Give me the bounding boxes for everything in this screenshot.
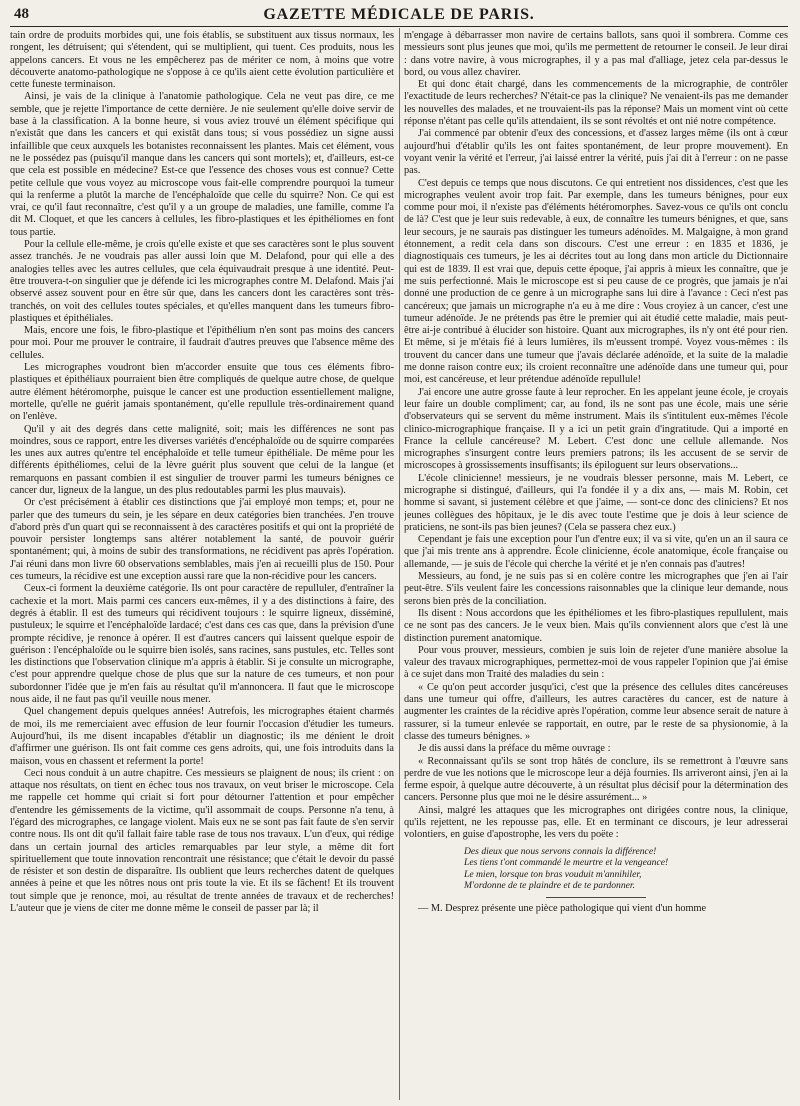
journal-title: GAZETTE MÉDICALE DE PARIS. [263,6,535,23]
paragraph: Pour la cellule elle-même, je crois qu'elle existe et que ses caractères sont le plus souvent assez tranchés. Je ne voudrais pas aller aussi loin que M. Delafond, pour qui elle a des analogies telles avec les autres cellules, que cela équivaudrait presque à une identité. Peut-être trouvera-t-on singulier que je défende ici les micrographes contre M. Delafond. Mais j'ai observé assez souvent pour en être sûr que, dans les cancers dont les caractères sont très-tranchés, on voit des cellules toutes spéciales, et qu'elles manquent dans les tumeurs fibro-plastiques et épithéliales. [10,239,394,324]
quotation: « Ce qu'on peut accorder jusqu'ici, c'est que la présence des cellules dites cancéreuses dans une tumeur qui offre, d'ailleurs, les autres caractères du cancer, est de nature à augmenter les craintes de la récidive après l'opération, comme leur absence serait de nature à rassurer, si la tumeur enlevée se rapportait, en outre, par le reste de sa physionomie, à la classe des tumeurs bénignes. » [404,681,788,742]
paragraph: Ainsi, je vais de la clinique à l'anatomie pathologique. Cela ne veut pas dire, ce me semble, que je rejette l'importance de cette dernière. Je nie seulement qu'elle doive servir de base à la classification. A la bonne heure, si vous aviez trouvé un élément spécifique qui n'existât que dans les cancers et qui existât dans tous; si vous possédiez un signe aussi infaillible que ceux auxquels les botanistes reconnaissent les plantes. Mais cet élément, vous ne le possédez pas (puisqu'il manque dans les cancers qui sont mortels); et, d'ailleurs, est-ce que cela est possible en médecine? Est-ce que l'essence des choses vous est connue? Cette petite cellule que vous voyez au microscope vous fait-elle comprendre pourquoi la tumeur qui la renferme a plutôt la marche de l'encéphaloïde que celle du squirre? Non. Ce qui est vrai, ce qu'il faut reconnaître, c'est qu'il y a un groupe de maladies, une famille, comme l'a dit M. Cloquet, et que les cancers à cellules, les fibro-plastiques et les épithéliomes en font tous partie. [10,91,394,238]
paragraph: Quel changement depuis quelques années! Autrefois, les micrographes étaient charmés de moi, ils me remerciaient avec effusion de leur fournir l'occasion d'étudier les tumeurs. Aujourd'hui, ils me disent incapables d'établir un diagnostic; ils me dénient le droit d'affirmer une guérison. Ils ont fait comme ces gens adroits, qui, une fois introduits dans la maison, vous en chassent et referment la porte! [10,706,394,767]
paragraph: Messieurs, au fond, je ne suis pas si en colère contre les micrographes que j'en ai l'air peut-être. S'ils veulent faire les concessions raisonnables que la clinique leur demande, nous serons bien près de la conciliation. [404,571,788,607]
section-divider [546,897,646,898]
verse-block [464,846,788,892]
paragraph: L'école clinicienne! messieurs, je ne voudrais blesser personne, mais M. Lebert, ce micrographe si distingué, d'ailleurs, qui l'a fondée il y a dix ans, — mais M. Robin, cet homme si savant, si justement célèbre et que j'aime, — sont-ce donc des cliniciens? Et nos jeunes collègues des hôpitaux, je le dis avec toute l'estime que je dois à leur science de praticiens, ne sont-ils pas bien jeunes? (Cela se passera chez eux.) [404,472,788,533]
right-column [404,30,788,1100]
paragraph: Les micrographes voudront bien m'accorder ensuite que tous ces éléments fibro-plastiques et épithéliaux pourraient bien être compliqués de quelque autre chose, de quelque autre élément hétéromorphe, puisque le cancer est une production essentiellement maligne, mortelle, qu'elle ne guérit jamais spontanément, qu'elle repullule très-ordinairement quand on l'enlève. [10,362,394,423]
verse-line: M'ordonne de te plaindre et de te pardonner. [464,880,635,892]
paragraph: J'ai encore une autre grosse faute à leur reprocher. En les appelant jeune école, je croyais leur faire un double compliment; car, au fond, ils ne sont pas une école, mais une série d'observateurs qui se servent du même instrument. Mais ils s'intitulent eux-mêmes l'école clinico-micrographique française. Il y a ici un petit grain d'ingratitude. Qui a importé en France la cellule cancéreuse? M. Lebert. C'est donc une cellule allemande. Nos micrographes s'insurgent contre leurs premiers patrons; ils les accusent de se servir de microscopes à grossissements insuffisants; ils épiloguent sur leurs observations... [404,386,788,472]
page-number: 48 [14,6,29,22]
paragraph: Ceux-ci forment la deuxième catégorie. Ils ont pour caractère de repulluler, d'entraîner la cachexie et la mort. Mais parmi ces cancers eux-mêmes, il y a des distinctions à faire, des degrés à établir. Il est des tumeurs qui récidivent toujours : le squirre ligneux, disséminé, pustuleux; le squirre et l'encéphaloïde lardacé; c'est dans ces cas que, dans la prévision d'une prompte récidive, je renonce à opérer. Il est d'autres cancers qui laissent quelque espoir de guérison : l'encéphaloïde ou le squirre bien isolés, sans racines, sans pustules, etc. Telles sont les distinctions que l'observation clinique m'a appris à établir. Si je consulte un micrographe, c'est pour apprendre quelque chose de plus que sur la nature de ces tumeurs, et non pour subordonner l'idée que je m'en fais au résultat qu'il m'annoncera. Il faut que le microscope nous aide, il ne faut pas qu'il veuille nous mener. [10,583,394,706]
verse-line: Les tiens t'ont commandé le meurtre et la vengeance! [464,857,669,869]
verse-line: Le mien, lorsque ton bras vouduit m'annihiler, [464,868,642,880]
paragraph: Je dis aussi dans la préface du même ouvrage : [418,743,611,755]
paragraph: Ainsi, malgré les attaques que les micrographes ont dirigées contre nous, la clinique, qu'ils rejettent, ne les repousse pas, elle. Et en terminant ce discours, je leur adresserai volontiers, en guise d'apostrophe, les vers du poëte : [404,804,788,841]
paragraph: C'est depuis ce temps que nous discutons. Ce qui entretient nos dissidences, c'est que les micrographes veulent avoir trop fait. Par exemple, dans les tumeurs bénignes, pour eux comme pour moi, il n'existe pas d'éléments hétéromorphes. Savez-vous ce qu'ils ont conclu de là? C'est que je leur suis redevable, à eux, de connaître les tumeurs bénignes, et que, sans leur secours, je ne saurais pas distinguer les tumeurs adénoïdes. M. Malgaigne, à mon grand étonnement, a redit cela dans son discours. C'est une erreur : en 1835 et 1836, je diagnostiquais ces tumeurs, je les ai décrites tout au long dans mon article du Dictionnaire qui est de 1839. Il est vrai que, depuis cette époque, j'ai appris à mieux les connaître, que je me suis perfectionné. Mais le microscope est si peu cause de ce progrès, que jamais je n'ai donné une production de ce genre à un micrographe sans lui dire à l'avance : Ceci n'est pas cancéreux; que jamais un micrographe n'a eu à me dire : Vous croyiez à un cancer, c'est une tumeur adénoïde. Je ne prétends pas être le premier qui ait étudié cette maladie, mais peut-être ai-je contribué à élucider son histoire. Quant aux micrographes, ils n'y ont été pour rien. Et même, si je m'étais fié à leurs lumières, ils m'eussent trompé. Voyez vous-mêmes : ils trouvent du cancer dans une tumeur que j'avais déclarée adénoïde, et la suite de la maladie me donne raison contre eux; ils croient reconnaître une adénoïde dans une tumeur qui, pour moi, est cancéreuse, et leur prétendue adénoïde repullule! [404,177,788,386]
paragraph: Qu'il y ait des degrés dans cette malignité, soit; mais les différences ne sont pas moindres, sous ce rapport, entre les diverses variétés d'encéphaloïde ou de squirre comparées les unes aux autres qu'entre tel encéphaloïde et telle tumeur épithéliale. De même pour les différents épithéliomes, celui de la lèvre guérit plus souvent que celui de la langue (et remarquons en passant combien il est singulier de trouver parmi les tumeurs bénignes ce cancer dur, ligneux de la langue, un des plus redoutables parmi les plus mauvais). [10,423,394,496]
paragraph: J'ai commencé par obtenir d'eux des concessions, et d'assez larges même (ils ont à cœur aujourd'hui d'établir qu'ils les ont faites spontanément, de leur propre mouvement). En voyant venir la vérité et l'erreur, j'ai laissé entrer la vérité, puis j'ai dit à l'erreur : on ne passe pas. [404,128,788,177]
verse-line: Des dieux que nous servons connais la différence! [464,845,657,857]
quotation: « Reconnaissant qu'ils se sont trop hâtés de conclure, ils se remettront à l'œuvre sans perdre de vue les notions que le microscope leur a déjà fournies. Ils arriveront ainsi, j'en ai la ferme espoir, à quelque autre découverte, à un résultat plus décisif pour la détermination des cancers. Personne plus que moi ne le désire assurément... » [404,755,788,804]
left-column [10,30,394,1100]
paragraph: m'engage à débarrasser mon navire de certains ballots, sans quoi il sombrera. Comme ces messieurs sont plus jeunes que moi, qu'ils me permettent de retourner le conseil. Je leur dirai : dans votre navire, à vous micrographes, il y a pas mal d'alliage, jetez cela par-dessus le bord, ou vous allez chavirer. [404,30,788,78]
page-header [10,4,788,27]
paragraph: Et qui donc était chargé, dans les commencements de la micrographie, de contrôler l'exactitude de leurs recherches? N'était-ce pas la clinique? Ne venaient-ils pas me demander les nouvelles des malades, et ne trouvaient-ils pas la réponse? Mais un moment vint où cette réponse n'étant pas celle qu'ils attendaient, ils se sont révoltés et ont nié notre compétence. [404,79,788,128]
paragraph: Or c'est précisément à établir ces distinctions que j'ai employé mon temps; et, pour ne parler que des tumeurs du sein, je les sépare en deux catégories bien tranchées. J'en trouve d'abord près d'un quart qui se reconnaissent à des caractères positifs et qui ont la propriété de pouvoir persister longtemps sans altérer notablement la santé, de pouvoir guérir spontanément; qui, à moins de subir des transformations, ne récidivent pas après l'opération. J'ai réuni dans mon livre 60 observations semblables, mais j'en ai recueilli plus de 150. Pour ces tumeurs, la récidive est une exception aussi rare que la non-récidive pour les cancers. [10,497,394,583]
column-divider [399,28,400,1100]
paragraph: Pour vous prouver, messieurs, combien je suis loin de rejeter d'une manière absolue la valeur des travaux micrographiques, permettez-moi de vous rappeler l'opinion que j'ai émise à ce sujet dans mon Traité des maladies du sein : [404,644,788,681]
paragraph: Cependant je fais une exception pour l'un d'entre eux; il va si vite, qu'en un an il saura ce que j'ai mis trente ans à apprendre. École clinicienne, école anatomique, école française ou allemande, — je suis de l'école qui cherche la vérité et je n'en connais pas d'autres! [404,534,788,570]
paragraph: Ils disent : Nous accordons que les épithéliomes et les fibro-plastiques repullulent, mais ce ne sont pas des cancers. Je le veux bien. Mais qu'ils conviennent alors que c'est là une distinction purement anatomique. [404,607,788,644]
closing-paragraph: — M. Desprez présente une pièce pathologique qui vient d'un homme [418,902,707,914]
paragraph: tain ordre de produits morbides qui, une fois établis, se substituent aux tissus normaux, les rongent, les détruisent; qui s'étendent, qui se multiplient, qui tuent. Ces produits, nous les appelons cancers. Et vous ne les empêcherez pas de mériter ce nom, à moins que votre découverte anatomo-pathologique ne s'oppose à ce qu'ils aient cette évolution particulière et cette funeste terminaison. [10,30,394,91]
paragraph: Ceci nous conduit à un autre chapitre. Ces messieurs se plaignent de nous; ils crient : on attaque nos résultats, on tient en échec tous nos travaux, on veut briser le microscope. Cela me rappelle cet homme qui criait si fort pour détourner l'attention et pour empêcher d'entendre les gémissements de la victime, qu'il assommait de coups. Personne n'a tenu, à l'égard des micrographes, ce langage violent. Mais eux ne se sont pas fait faute de s'en servir contre nous. Ils ont dit qu'il fallait faire table rase de tous nos travaux. L'un d'eux, qui rédige dans un certain journal des articles remarquables par leur style, a même dit fort spirituellement que toute innovation rencontrait une résistance; que c'était le devoir du passé de résister et son destin de disparaître. Ils oublient que leurs recherches datent de quelques années à peine et que les nôtres nous ont pris toute la vie. Et ils se fâchent! Et ils trouvent tout simple que je renonce, moi, au résultat de trente années de travaux et de recherches! L'auteur que je viens de citer me donne même le conseil de passer par là; il [10,767,394,915]
paragraph: Mais, encore une fois, le fibro-plastique et l'épithélium n'en sont pas moins des cancers pour moi. Pour me prouver le contraire, il faudrait d'autres preuves que l'absence même des cellules. [10,325,394,361]
